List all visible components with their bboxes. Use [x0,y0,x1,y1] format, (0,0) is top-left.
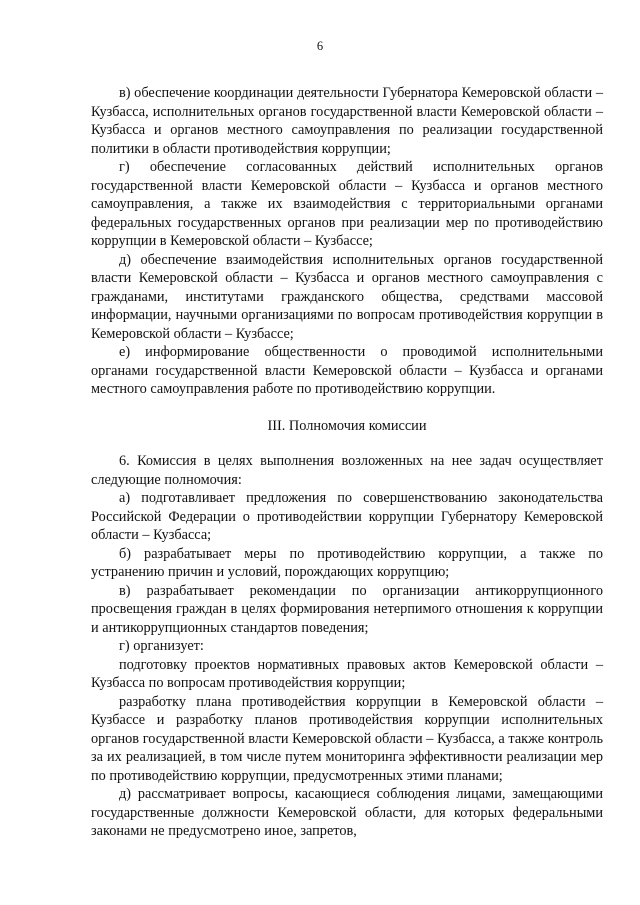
paragraph-powers-b: б) разрабатывает меры по противодействию коррупции, а также по устранению причин и условий, порождающих коррупцию; [91,545,603,580]
paragraph-tasks-g: г) обеспечение согласованных действий исполнительных органов государственной власти Кемеровской области – Кузбасса и органов местного самоуправления, а также их взаимодействия с территориальными органами федеральных государственных органов при реализации мер по противодействию коррупции в Кемеровской области – Кузбассе; [91,159,603,249]
paragraph-powers-g: г) организует: [119,638,204,654]
paragraph-clause-6: 6. Комиссия в целях выполнения возложенных на нее задач осуществляет следующие полномочия: [91,453,603,488]
paragraph-powers-a: а) подготавливает предложения по совершенствованию законодательства Российской Федерации о противодействии коррупции Губернатору Кемеровской области – Кузбасса; [91,490,603,543]
paragraph-tasks-d: д) обеспечение взаимодействия исполнительных органов государственной власти Кемеровской области – Кузбасса и органов местного самоуправления с гражданами, институтами гражданского общества, средствами массовой информации, научными организациями по вопросам противодействия коррупции в Кемеровской области – Кузбассе; [91,251,603,342]
paragraph-powers-g-item-2: разработку плана противодействия коррупции в Кемеровской области – Кузбассе и разработку планов противодействия коррупции исполнительных органов государственной власти Кемеровской области – Кузбасса, а также контроль за их реализацией, в том числе путем мониторинга эффективности реализации мер по противодействию коррупции, предусмотренных этими планами; [91,693,603,784]
section-heading: III. Полномочия комиссии [267,417,427,434]
paragraph-powers-d: д) рассматривает вопросы, касающиеся соблюдения лицами, замещающими государственные должности Кемеровской области, для которых федеральными законами не предусмотрено иное, запретов, [91,786,603,839]
paragraph-tasks-e: е) информирование общественности о проводимой исполнительными органами государственной власти Кемеровской области – Кузбасса и органами местного самоуправления работе по противодействию коррупции. [91,344,603,397]
document-body [91,84,603,841]
paragraph-powers-g-item-1: подготовку проектов нормативных правовых актов Кемеровской области – Кузбасса по вопросам противодействия коррупции; [91,656,603,691]
page-number: 6 [316,39,324,53]
paragraph-tasks-v: в) обеспечение координации деятельности Губернатора Кемеровской области – Кузбасса, исполнительных органов государственной власти Кемеровской области – Кузбасса и органов местного самоуправления по реализации государственной политики в области противодействия коррупции; [91,85,603,157]
paragraph-powers-v: в) разрабатывает рекомендации по организации антикоррупционного просвещения граждан в целях формирования нетерпимого отношения к коррупции и антикоррупционных стандартов поведения; [91,582,603,636]
